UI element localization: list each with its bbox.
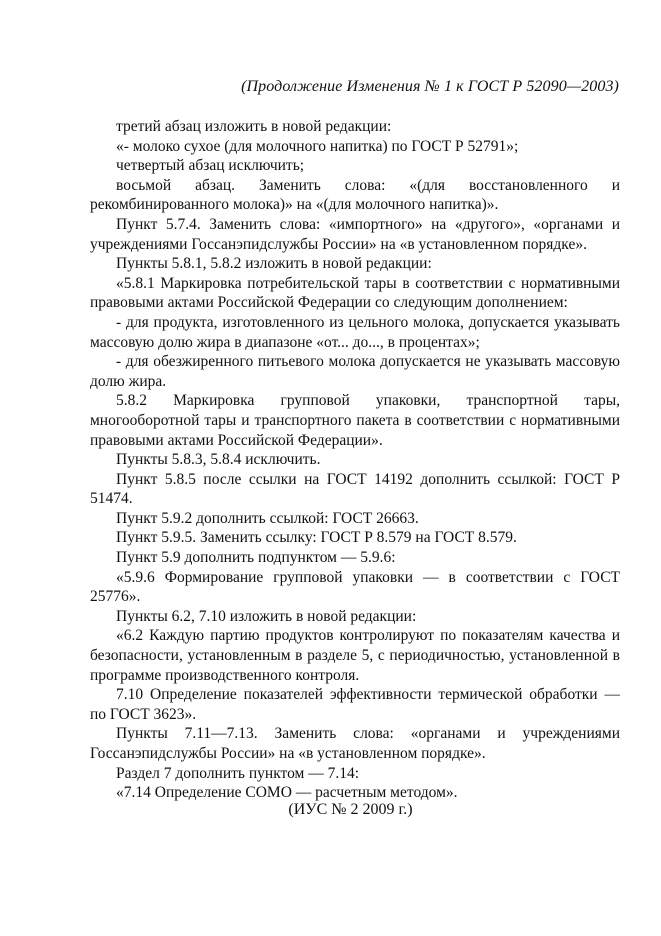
paragraph-22: «7.14 Определение СОМО — расчетным методом».: [116, 784, 458, 802]
paragraph-12: Пункт 5.8.5 после ссылки на ГОСТ 14192 дополнить ссылкой: ГОСТ Р 51474.: [90, 470, 620, 508]
paragraph-8: - для продукта, изготовленного из цельного молока, допускается указывать массовую долю жира в диапазоне «от... до..., в процентах»;: [90, 313, 620, 351]
paragraph-5: Пункт 5.7.4. Заменить слова: «импортного» на «другого», «органами и учреждениями Госсанэпидслужбы России» на «в установленном порядке».: [90, 215, 620, 253]
paragraph-16: «5.9.6 Формирование групповой упаковки — в соответствии с ГОСТ 25776».: [90, 568, 620, 606]
paragraph-21: Раздел 7 дополнить пунктом — 7.14:: [116, 764, 360, 782]
paragraph-14: Пункт 5.9.5. Заменить ссылку: ГОСТ Р 8.579 на ГОСТ 8.579.: [116, 529, 517, 547]
source-footer: (ИУС № 2 2009 г.): [288, 801, 413, 818]
page-header: (Продолжение Изменения № 1 к ГОСТ Р 52090—2003): [241, 78, 619, 95]
paragraph-13: Пункт 5.9.2 дополнить ссылкой: ГОСТ 26663.: [116, 509, 419, 527]
document-body: [90, 117, 620, 803]
paragraph-18: «6.2 Каждую партию продуктов контролируют по показателям качества и безопасности, установленным в разделе 5, с периодичностью, установленной в программе производственного контроля.: [90, 627, 620, 684]
paragraph-3: четвертый абзац исключить;: [116, 157, 305, 175]
paragraph-11: Пункты 5.8.3, 5.8.4 исключить.: [116, 451, 321, 469]
paragraph-15: Пункт 5.9 дополнить подпунктом — 5.9.6:: [116, 549, 396, 567]
paragraph-4: восьмой абзац. Заменить слова: «(для восстановленного и рекомбинированного молока)» на «(для молочного напитка)».: [90, 176, 620, 214]
paragraph-19: 7.10 Определение показателей эффективности термической обработки — по ГОСТ 3623».: [90, 686, 620, 723]
paragraph-7: «5.8.1 Маркировка потребительской тары в соответствии с нормативными правовыми актами Российской Федерации со следующим дополнением:: [90, 274, 620, 312]
paragraph-10: 5.8.2 Маркировка групповой упаковки, транспортной тары, многооборотной тары и транспортного пакета в соответствии с нормативными правовыми актами Российской Федерации».: [90, 392, 620, 449]
paragraph-17: Пункты 6.2, 7.10 изложить в новой редакции:: [116, 607, 417, 625]
paragraph-2: «- молоко сухое (для молочного напитка) по ГОСТ Р 52791»;: [116, 137, 519, 155]
paragraph-1: третий абзац изложить в новой редакции:: [116, 118, 392, 135]
paragraph-20: Пункты 7.11—7.13. Заменить слова: «органами и учреждениями Госсанэпидслужбы России» на «в установленном порядке».: [90, 725, 620, 762]
paragraph-9: - для обезжиренного питьевого молока допускается не указывать массовую долю жира.: [90, 353, 620, 390]
paragraph-6: Пункты 5.8.1, 5.8.2 изложить в новой редакции:: [116, 255, 432, 273]
